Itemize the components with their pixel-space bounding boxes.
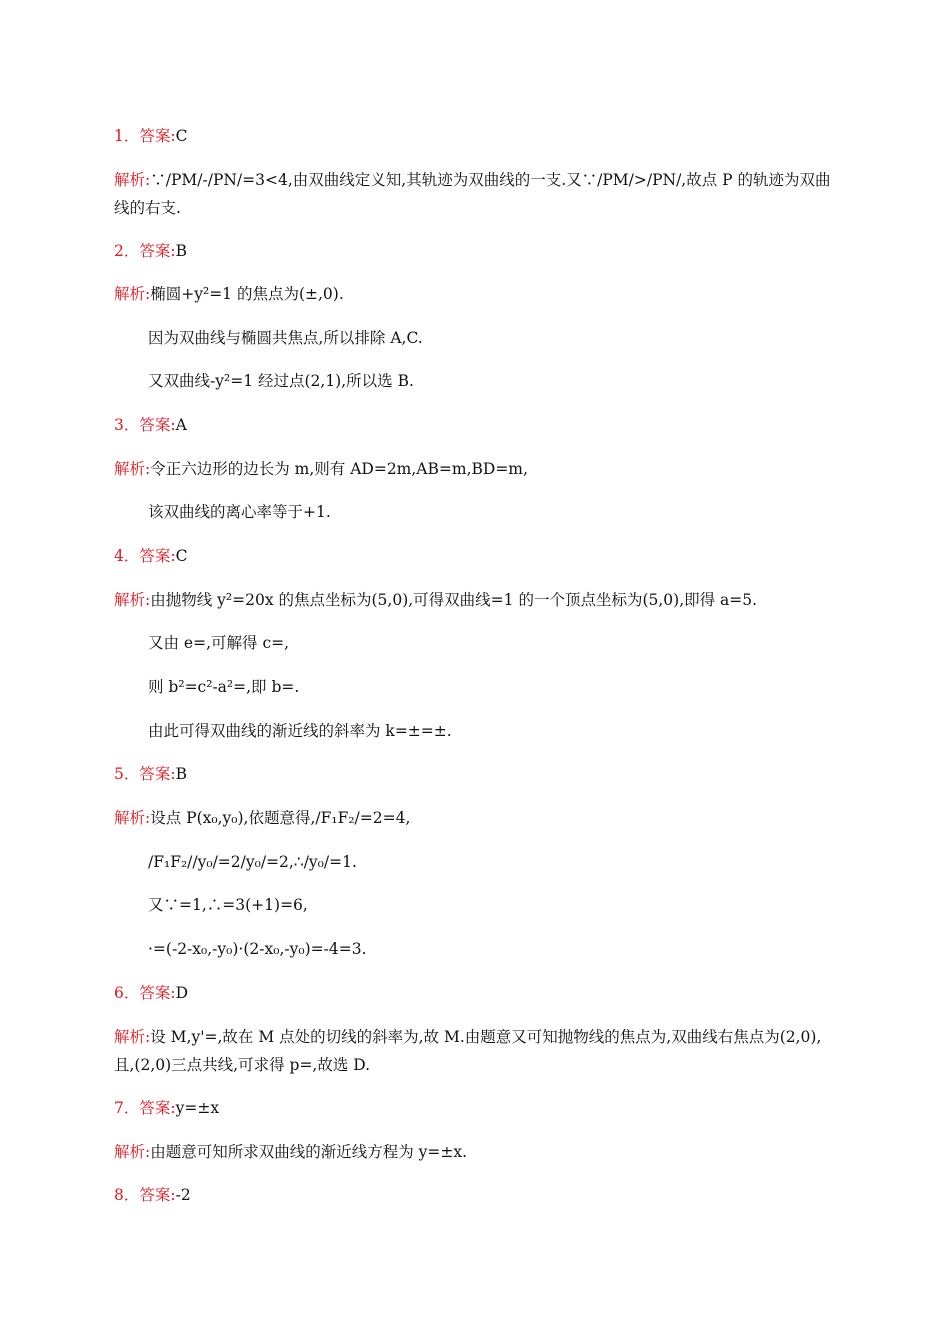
answer-6: 6．答案:D [114, 984, 189, 1002]
answer-value: B [175, 242, 188, 260]
answer-7: 7．答案:y=±x [114, 1099, 220, 1117]
answer-8: 8．答案:-2 [114, 1186, 191, 1204]
explanation-line: 又∵=1,∴=3(+1)=6, [148, 896, 308, 914]
explanation-text: 由抛物线 y²=20x 的焦点坐标为(5,0),可得双曲线=1 的一个顶点坐标为(5,0),即得 a=5. [150, 591, 758, 609]
explanation-label: 解析: [114, 460, 151, 478]
answer-value: B [175, 765, 188, 783]
answer-label: 答案: [139, 1186, 176, 1204]
answer-value: C [175, 547, 188, 565]
answer-label: 答案: [139, 765, 176, 783]
answer-value: y=±x [175, 1099, 220, 1117]
explanation-text: 设点 P(x₀,y₀),依题意得,/F₁F₂/=2=4, [150, 809, 411, 827]
explanation-label: 解析: [114, 1143, 151, 1161]
explanation-text: 椭圆+y²=1 的焦点为(±,0). [150, 285, 344, 303]
explanation-label: 解析: [114, 171, 151, 189]
explanation-label: 解析: [114, 591, 151, 609]
answer-4: 4．答案:C [114, 547, 188, 565]
explanation-1 [114, 166, 834, 222]
answer-label: 答案: [139, 242, 176, 260]
answer-label: 答案: [139, 1099, 176, 1117]
answer-3: 3．答案:A [114, 416, 187, 434]
explanation-line: 由此可得双曲线的渐近线的斜率为 k=±=±. [148, 722, 452, 740]
answer-value: A [175, 416, 187, 434]
answer-1: 1．答案:C [114, 127, 188, 145]
answer-number: 6 [114, 984, 124, 1002]
explanation-text: 由题意可知所求双曲线的渐近线方程为 y=±x. [150, 1143, 468, 1161]
explanation-label: 解析: [114, 285, 151, 303]
explanation-label: 解析: [114, 809, 151, 827]
explanation-text: 设 M,y'=,故在 M 点处的切线的斜率为,故 M.由题意又可知抛物线的焦点为,双曲线右焦点为(2,0),且,(2,0)三点共线,可求得 p=,故选 D. [114, 1028, 822, 1074]
explanation-label: 解析: [114, 1028, 151, 1046]
explanation-line: 因为双曲线与椭圆共焦点,所以排除 A,C. [148, 329, 423, 347]
explanation-3 [114, 459, 528, 479]
answer-value: C [175, 127, 188, 145]
answer-number: 5 [114, 765, 124, 783]
explanation-6 [114, 1023, 834, 1079]
explanation-line: 又由 e=,可解得 c=, [148, 634, 290, 652]
explanation-5 [114, 808, 410, 828]
answer-number: 2 [114, 242, 124, 260]
explanation-text: ∵/PM/-/PN/=3<4,由双曲线定义知,其轨迹为双曲线的一支.又∵/PM/>/PN/,故点 P 的轨迹为双曲线的右支. [114, 171, 831, 217]
answer-number: 3 [114, 416, 124, 434]
explanation-line: 又双曲线-y²=1 经过点(2,1),所以选 B. [148, 372, 414, 390]
answer-number: 7 [114, 1099, 124, 1117]
explanation-7 [114, 1142, 467, 1162]
answer-number: 4 [114, 547, 124, 565]
answer-label: 答案: [139, 547, 176, 565]
answer-label: 答案: [139, 127, 176, 145]
explanation-line: ·=(-2-x₀,-y₀)·(2-x₀,-y₀)=-4=3. [148, 940, 367, 958]
explanation-2 [114, 284, 344, 304]
explanation-line: /F₁F₂//y₀/=2/y₀/=2,∴/y₀/=1. [148, 853, 357, 871]
answer-value: -2 [175, 1186, 191, 1204]
answer-2: 2．答案:B [114, 242, 188, 260]
explanation-4 [114, 590, 757, 610]
answer-5: 5．答案:B [114, 765, 188, 783]
answer-value: D [175, 984, 189, 1002]
answer-label: 答案: [139, 416, 176, 434]
answer-number: 8 [114, 1186, 124, 1204]
explanation-line: 该双曲线的离心率等于+1. [148, 503, 331, 521]
answer-label: 答案: [139, 984, 176, 1002]
explanation-text: 令正六边形的边长为 m,则有 AD=2m,AB=m,BD=m, [150, 460, 528, 478]
answer-number: 1 [114, 127, 124, 145]
explanation-line: 则 b²=c²-a²=,即 b=. [148, 678, 300, 696]
